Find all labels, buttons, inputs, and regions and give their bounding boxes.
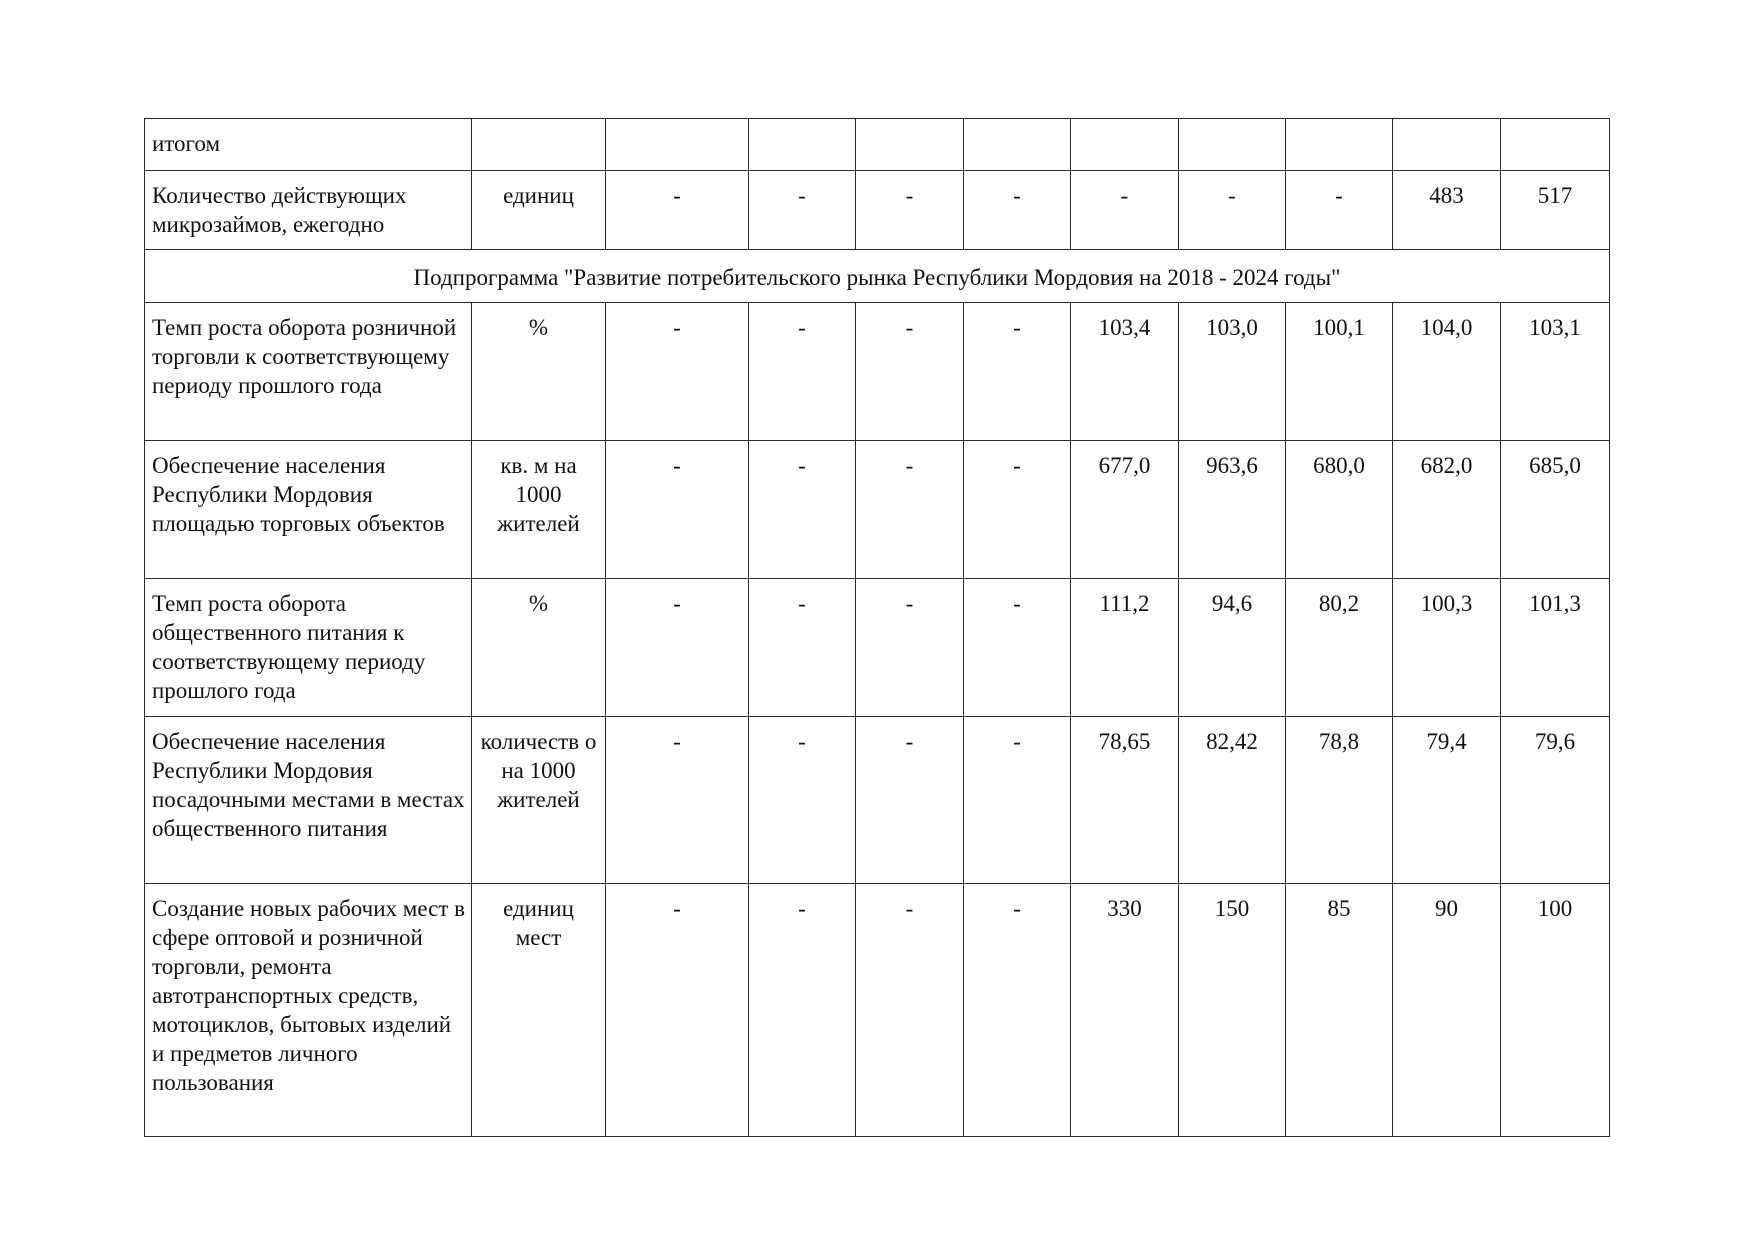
value-cell: - xyxy=(606,303,749,441)
value-cell: 101,3 xyxy=(1501,579,1610,717)
value-cell: 100,3 xyxy=(1393,579,1501,717)
table-row xyxy=(145,171,1610,250)
value-cell xyxy=(1071,119,1179,171)
value-cell: - xyxy=(856,171,964,250)
value-cell: 79,4 xyxy=(1393,717,1501,884)
value-cell: - xyxy=(749,303,856,441)
value-cell: - xyxy=(964,579,1071,717)
indicator-cell: Количество действующих микрозаймов, ежегодно xyxy=(145,171,472,250)
value-cell xyxy=(856,119,964,171)
table-row xyxy=(145,119,1610,171)
value-cell: - xyxy=(606,171,749,250)
value-cell: 677,0 xyxy=(1071,441,1179,579)
value-cell: - xyxy=(1071,171,1179,250)
value-cell: - xyxy=(856,303,964,441)
value-cell: - xyxy=(856,441,964,579)
unit-cell: количеств о на 1000 жителей xyxy=(472,717,606,884)
unit-cell: % xyxy=(472,579,606,717)
indicators-table xyxy=(144,118,1610,1137)
value-cell: - xyxy=(964,884,1071,1137)
value-cell: 483 xyxy=(1393,171,1501,250)
indicator-cell: Создание новых рабочих мест в сфере оптовой и розничной торговли, ремонта автотранспортных средств, мотоциклов, бытовых изделий и предметов личного пользования xyxy=(145,884,472,1137)
value-cell xyxy=(1286,119,1393,171)
value-cell: - xyxy=(856,717,964,884)
value-cell xyxy=(749,119,856,171)
value-cell: 330 xyxy=(1071,884,1179,1137)
value-cell: 111,2 xyxy=(1071,579,1179,717)
value-cell: 103,1 xyxy=(1501,303,1610,441)
unit-cell: единиц xyxy=(472,171,606,250)
table-row xyxy=(145,579,1610,717)
value-cell: 100,1 xyxy=(1286,303,1393,441)
value-cell: 80,2 xyxy=(1286,579,1393,717)
value-cell: - xyxy=(856,884,964,1137)
value-cell: - xyxy=(749,171,856,250)
value-cell xyxy=(1393,119,1501,171)
table-row xyxy=(145,884,1610,1137)
value-cell: - xyxy=(1286,171,1393,250)
value-cell: 682,0 xyxy=(1393,441,1501,579)
table-row xyxy=(145,303,1610,441)
value-cell: - xyxy=(749,717,856,884)
value-cell: - xyxy=(749,579,856,717)
value-cell: - xyxy=(856,579,964,717)
value-cell: 100 xyxy=(1501,884,1610,1137)
unit-cell: единиц мест xyxy=(472,884,606,1137)
value-cell: - xyxy=(606,441,749,579)
value-cell: 85 xyxy=(1286,884,1393,1137)
value-cell: 150 xyxy=(1179,884,1286,1137)
section-row xyxy=(145,250,1610,303)
value-cell: 103,4 xyxy=(1071,303,1179,441)
value-cell: - xyxy=(964,171,1071,250)
value-cell: 103,0 xyxy=(1179,303,1286,441)
value-cell xyxy=(1501,119,1610,171)
value-cell: 680,0 xyxy=(1286,441,1393,579)
unit-cell: % xyxy=(472,303,606,441)
table-body xyxy=(145,119,1610,1137)
indicator-cell: Темп роста оборота общественного питания к соответствующему периоду прошлого года xyxy=(145,579,472,717)
value-cell: 104,0 xyxy=(1393,303,1501,441)
value-cell: 517 xyxy=(1501,171,1610,250)
value-cell: - xyxy=(749,884,856,1137)
value-cell: - xyxy=(749,441,856,579)
value-cell: 82,42 xyxy=(1179,717,1286,884)
indicator-cell: Темп роста оборота розничной торговли к соответствующему периоду прошлого года xyxy=(145,303,472,441)
value-cell: - xyxy=(964,303,1071,441)
value-cell: - xyxy=(606,884,749,1137)
section-title: Подпрограмма "Развитие потребительского рынка Республики Мордовия на 2018 - 2024 годы" xyxy=(145,250,1610,303)
value-cell: 685,0 xyxy=(1501,441,1610,579)
unit-cell: кв. м на 1000 жителей xyxy=(472,441,606,579)
value-cell xyxy=(1179,119,1286,171)
table-row xyxy=(145,441,1610,579)
value-cell: - xyxy=(964,717,1071,884)
value-cell: - xyxy=(1179,171,1286,250)
value-cell xyxy=(964,119,1071,171)
value-cell: 963,6 xyxy=(1179,441,1286,579)
indicator-cell: Обеспечение населения Республики Мордовия посадочными местами в местах общественного питания xyxy=(145,717,472,884)
value-cell: - xyxy=(964,441,1071,579)
table-row xyxy=(145,717,1610,884)
indicator-cell: итогом xyxy=(145,119,472,171)
indicator-cell: Обеспечение населения Республики Мордовия площадью торговых объектов xyxy=(145,441,472,579)
value-cell: 78,8 xyxy=(1286,717,1393,884)
value-cell xyxy=(606,119,749,171)
value-cell: 79,6 xyxy=(1501,717,1610,884)
value-cell: 94,6 xyxy=(1179,579,1286,717)
value-cell: - xyxy=(606,579,749,717)
value-cell: - xyxy=(606,717,749,884)
unit-cell xyxy=(472,119,606,171)
value-cell: 78,65 xyxy=(1071,717,1179,884)
value-cell: 90 xyxy=(1393,884,1501,1137)
